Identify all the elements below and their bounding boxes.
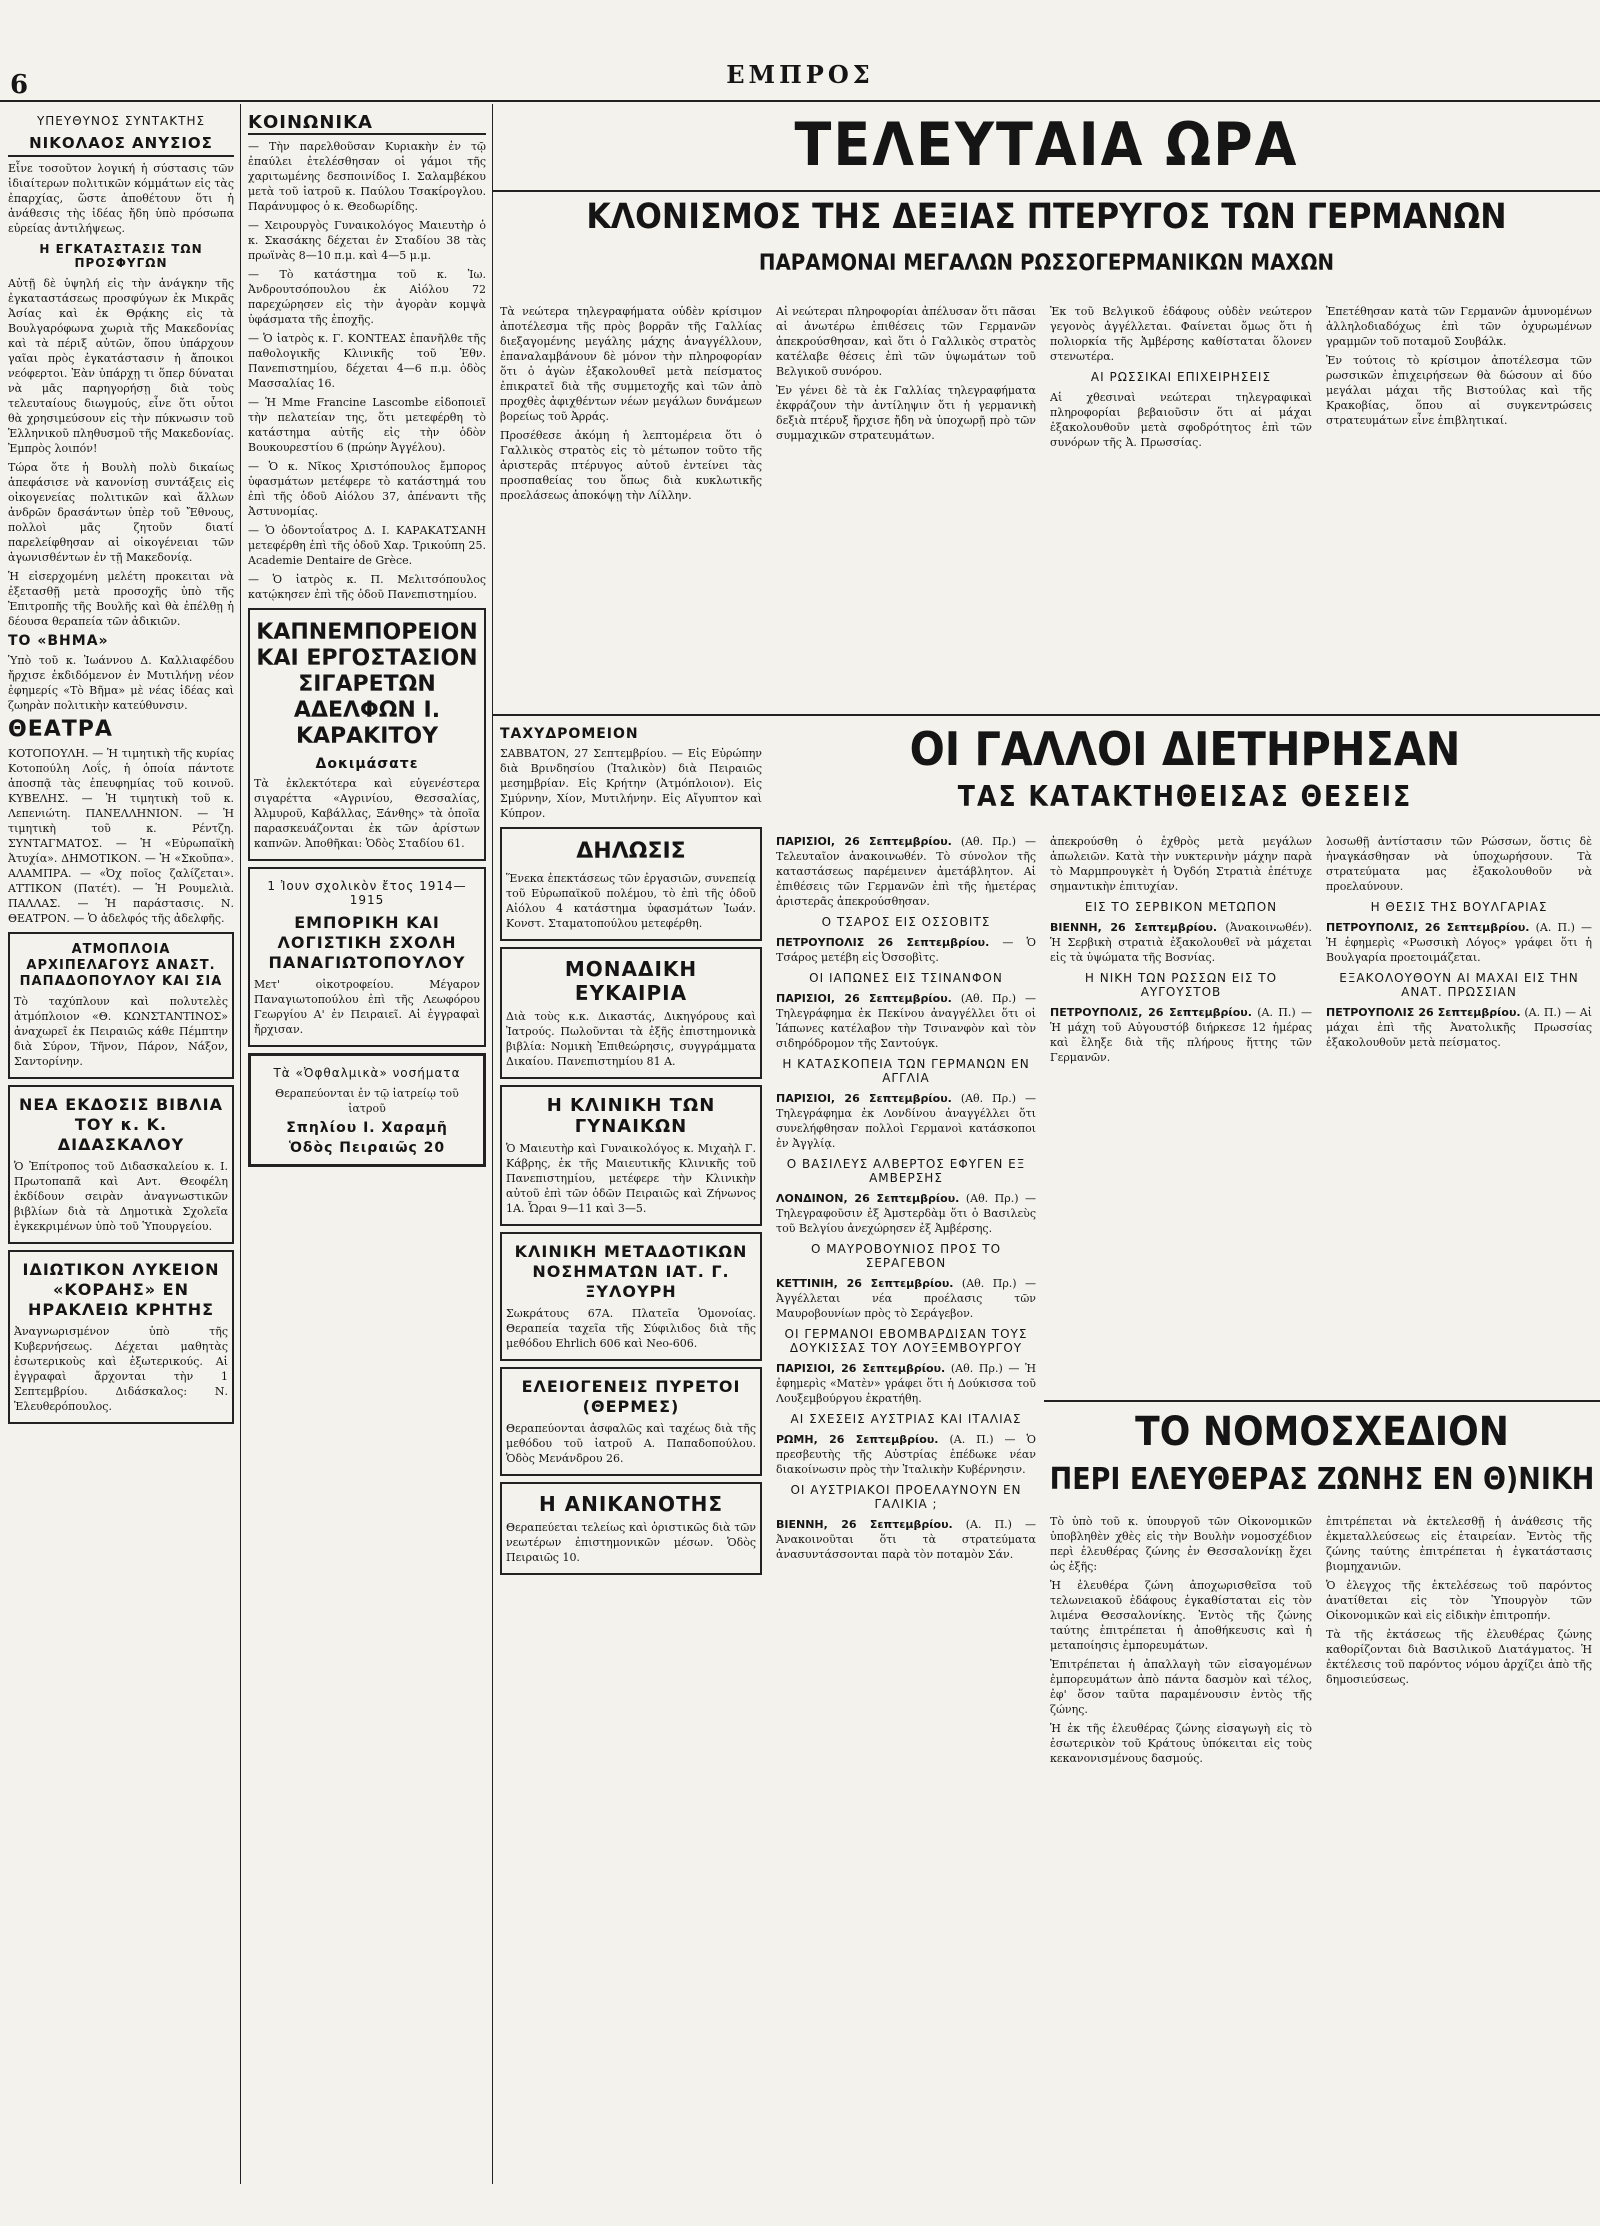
dispatch-dateline: ΠΑΡΙΣΙΟΙ, 26 Σεπτεμβρίου. xyxy=(776,835,952,848)
impotence-heading: Η ΑΝΙΚΑΝΟΤΗΣ xyxy=(538,1492,724,1516)
main-subhead: ΠΑΡΑΜΟΝΑΙ ΜΕΓΑΛΩΝ ΡΩΣΣΟΓΕΡΜΑΝΙΚΩΝ ΜΑΧΩΝ xyxy=(758,251,1335,276)
column-4 xyxy=(776,830,1036,2180)
dispatch-dateline: ΠΑΡΙΣΙΟΙ, 26 Σεπτεμβρίου. xyxy=(776,1092,952,1105)
dispatch xyxy=(776,935,1036,965)
dispatch-dateline: ΠΕΤΡΟΥΠΟΛΙΣ 26 Σεπτεμβρίου. xyxy=(776,936,990,949)
dispatch xyxy=(1050,920,1312,965)
ad-new-edition xyxy=(8,1085,234,1244)
paragraph: Ἐν τούτοις τὸ κρίσιμον ἀποτέλεσμα τῶν ρωσσικῶν ἐπιχειρήσεων θὰ δώσουν αἱ δύο μεγάλαι μάχαι τῆς Βιστούλας καὶ τῆς Κρακοβίας, ὅπου αἱ συγκεντρώσεις στρατευμάτων εἶνε ἐπιβλητικαί. xyxy=(1326,354,1592,427)
paragraph: Ἐκ τοῦ Βελγικοῦ ἐδάφους οὐδὲν νεώτερον γεγονὸς ἀγγέλλεται. Φαίνεται ὅμως ὅτι ἡ πολιορκία τῆς Ἀμβέρσης καθίσταται ὅλονεν στενωτέρα. xyxy=(1050,305,1312,363)
ad-title: ΚΑΠΝΕΜΠΟΡΕΙΟΝ ΚΑΙ ΕΡΓΟΣΤΑΣΙΟΝ ΣΙΓΑΡΕΤΩΝ ΑΔΕΛΦΩΝ Ι. ΚΑΡΑΚΙΤΟΥ xyxy=(256,620,478,749)
column-5-top xyxy=(1050,300,1312,708)
womens-clinic-heading: Η ΚΛΙΝΙΚΗ ΤΩΝ ΓΥΝΑΙΚΩΝ xyxy=(546,1095,716,1137)
womens-clinic-box xyxy=(500,1085,762,1226)
paragraph: Αἱ χθεσιναὶ νεώτεραι τηλεγραφικαὶ πληροφορίαι βεβαιοῦσιν ὅτι αἱ μάχαι ἐξακολουθοῦν μετὰ σφοδρότητος ἐπὶ τῶν συνόρων τῆς Ἀ. Πρωσσίας. xyxy=(1050,391,1312,449)
section-rule xyxy=(1044,1400,1600,1402)
fever-box xyxy=(500,1367,762,1476)
fever-text: Θεραπεύονται ἀσφαλῶς καὶ ταχέως διὰ τῆς μεθόδου τοῦ ἰατροῦ Α. Παπαδοπούλου. Ὁδὸς Μενάνδρου 26. xyxy=(506,1422,756,1465)
declaration-heading: ΔΗΛΩΣΙΣ xyxy=(576,839,686,864)
dispatch-text: (Αθ. Πρ.) — Ἀγγέλλεται νέα προέλασις τῶν Μαυροβουνίων πρὸς τὸ Σεράγεβον. xyxy=(776,1277,1036,1320)
paragraph: Εἶνε τοσοῦτον λογική ἡ σύστασις τῶν ἰδιαίτερων πολιτικῶν κόμμάτων εἰς τὰς ἐπαρχίας, ὥστε ἀποθέτουν ὅτι ἡ ἀνάθεσις τὴς ἰδέας ἤδη ὑπὸ πρόσωπα εὐρείας ἀντιλήψεως. xyxy=(8,162,234,235)
school-date: 1 Ἰουν σχολικὸν ἔτος 1914—1915 xyxy=(267,879,467,907)
bill-subtitle: ΠΕΡΙ ΕΛΕΥΘΕΡΑΣ ΖΩΝΗΣ ΕΝ Θ)ΝΙΚΗ xyxy=(1049,1462,1595,1497)
column-rule xyxy=(492,104,493,2184)
dispatch-dateline: ΠΕΤΡΟΥΠΟΛΙΣ, 26 Σεπτεμβρίου. xyxy=(1326,921,1530,934)
paragraph: Ὁ ἐλεγχος τῆς ἐκτελέσεως τοῦ παρόντος ἀνατίθεται εἰς τὸν Ὑπουργὸν τῶν Οἰκονομικῶν καὶ εἰς εἰδικὴν ἐπιτροπήν. xyxy=(1326,1579,1592,1622)
ad-text: Ὁ Ἐπίτροπος τοῦ Διδασκαλείου κ. Ι. Πρωτοπαπᾶ καὶ Αντ. Θεοφέλη ἐκδίδουν σειρὰν ἀναγνωστικῶν βιβλίων διὰ τὰ Δημοτικὰ Σχολεῖα ἐγκεκριμένων ὑπὸ τοῦ Ὑπουργείου. xyxy=(14,1160,228,1233)
dispatch xyxy=(776,1517,1036,1562)
ad-title: ΝΕΑ ΕΚΔΟΣΙΣ ΒΙΒΛΙΑ ΤΟΥ κ. Κ. ΔΙΔΑΣΚΑΛΟΥ xyxy=(18,1095,224,1154)
editor-name: ΝΙΚΟΛΑΟΣ ΑΝΥΣΙΟΣ xyxy=(8,134,234,157)
page-number: 6 xyxy=(10,70,29,100)
paragraph: ἀπεκρούσθη ὁ ἐχθρὸς μετὰ μεγάλων ἀπωλειῶν. Κατὰ τὴν νυκτερινὴν μάχην παρὰ τὸ Μαρμπρουγκὲτ ἡ Ὀγδόη Στρατιὰ ἐπέτυχε σημαντικὴν ἐπιτυχίαν. xyxy=(1050,835,1312,893)
dispatch-text: (Αθ. Πρ.) — Τηλεγραφοῦσιν ἐξ Ἀμστερδὰμ ὅτι ὁ Βασιλεὺς τοῦ Βελγίου ἀνεχώρησεν ἐξ Ἀμβέρσης. xyxy=(776,1192,1036,1235)
dispatch-text: (Α. Π.) — Ἀνακοινοῦται ὅτι τὰ στρατεύματα ἀνασυντάσσονται παρὰ τὸν ποταμὸν Σάν. xyxy=(776,1518,1036,1561)
paragraph: — Τὴν παρελθοῦσαν Κυριακὴν ἐν τῷ ἐπαύλει ἐτελέσθησαν οἱ γάμοι τῆς χαριτωμένης δεσποινίδος Ι. Σαλαμβέκου μετὰ τοῦ ἰατροῦ κ. Παύλου Τσακίρογλου. Παράνυμφος ὁ κ. Θεοδωρίδης. xyxy=(248,140,486,213)
dispatch-text: (Α. Π.) — Αἱ μάχαι ἐπὶ τῆς Ἀνατολικῆς Πρωσσίας ἐξακολουθοῦν μετὰ πείσματος. xyxy=(1326,1006,1592,1049)
declaration-box xyxy=(500,827,762,941)
ad-ophthalmology xyxy=(248,1053,486,1167)
subheading: ΟΙ ΙΑΠΩΝΕΣ ΕΙΣ ΤΣΙΝΑΝΦΟΝ xyxy=(809,971,1003,985)
column-6 xyxy=(1326,830,1592,1390)
dispatch-text: (Αθ. Πρ.) — Ἡ ἐφημερὶς «Ματὲν» γράφει ὅτι ἡ Δούκισσα τοῦ Λουξεμβούργου ἐκρατήθη. xyxy=(776,1362,1036,1405)
subheading: ΕΞΑΚΟΛΟΥΘΟΥΝ ΑΙ ΜΑΧΑΙ ΕΙΣ ΤΗΝ ΑΝΑΤ. ΠΡΩΣΣΙΑΝ xyxy=(1339,971,1579,999)
dispatch-text: (Αθ. Πρ.) — Τηλεγράφημα ἐκ Πεκίνου ἀναγγέλλει ὅτι οἱ Ἰάπωνες κατέλαβον τὴν Τσινανφὸν καὶ τὸν σιδηρόδρομον τῆς Σαντούγκ. xyxy=(776,992,1036,1050)
paragraph: λοσωθῇ ἀντίστασιν τῶν Ρώσσων, ὅστις δὲ ἠναγκάσθησαν νὰ ὑποχωρήσουν. Τὰ στρατεύματα μας ἐξακολουθοῦν νὰ προελαύνουν. xyxy=(1326,835,1592,893)
dispatch-dateline: ΛΟΝΔΙΝΟΝ, 26 Σεπτεμβρίου. xyxy=(776,1192,960,1205)
dispatch xyxy=(776,1191,1036,1236)
dispatch-dateline: ΡΩΜΗ, 26 Σεπτεμβρίου. xyxy=(776,1433,939,1446)
paragraph: ΣΑΒΒΑΤΟΝ, 27 Σεπτεμβρίου. — Εἰς Εὐρώπην διὰ Βρινδησίου (Ἰταλικὸν) διὰ Πειραιῶς μεσημβρίαν. Εἰς Κρήτην (Ἀτμόπλοιον). Εἰς Σμύρνην, Χίον, Μυτιλήνην. Εἰς Αἴγυπτον καὶ Κύπρον. xyxy=(500,747,762,820)
venereal-clinic-heading: ΚΛΙΝΙΚΗ ΜΕΤΑΔΟΤΙΚΩΝ ΝΟΣΗΜΑΤΩΝ ΙΑΤ. Γ. ΞΥΛΟΥΡΗ xyxy=(514,1242,748,1301)
ad-text: Ἀναγνωρισμένον ὑπὸ τῆς Κυβερνήσεως. Δέχεται μαθητὰς ἐσωτερικοὺς καὶ ἐξωτερικούς. Αἱ ἐγγραφαὶ ἄρχονται τὴν 1 Σεπτεμβρίου. Διδάσκαλος: Ν. Ἐλευθερόπουλος. xyxy=(14,1325,228,1413)
womens-clinic-text: Ὁ Μαιευτὴρ καὶ Γυναικολόγος κ. Μιχαὴλ Γ. Κάβρης, ἐκ τῆς Μαιευτικῆς Κλινικῆς τοῦ Πανεπιστημίου, μετέφερε τὴν Κλινικὴν αὐτοῦ ἐπὶ τῶν ὁδῶν Πειραιῶς καὶ Ζήνωνος 1Α. Ὧραι 9—11 καὶ 3—5. xyxy=(506,1142,756,1215)
opportunity-text: Διὰ τοὺς κ.κ. Δικαστάς, Δικηγόρους καὶ Ἰατρούς. Πωλοῦνται τὰ ἐξῆς ἐπιστημονικὰ βιβλία: Νομικὴ Ἐπιθεώρησις, συγγράμματα Δικαίου. Πανεπιστημίου 81 Α. xyxy=(506,1010,756,1068)
dispatch-text: (Αθ. Πρ.) — Τηλεγράφημα ἐκ Λονδίνου ἀναγγέλλει ὅτι συνελήφθησαν πολλοὶ Γερμανοὶ κατάσκοποι ἐν Ἀγγλίᾳ. xyxy=(776,1092,1036,1150)
optician-text: Θεραπεύονται ἐν τῷ ἰατρείῳ τοῦ ἰατροῦ xyxy=(275,1087,459,1115)
paragraph: Ἡ εἰσερχομένη μελέτη προκειται νὰ ἐξετασθῇ μετὰ προσοχῆς ὑπὸ τῆς Ἐπιτροπῆς τῆς Βουλῆς καὶ θὰ ἐπέλθῃ ἡ δέουσα θεραπεία τῶν ἀδικιῶν. xyxy=(8,570,234,628)
subheading: ΑΙ ΡΩΣΣΙΚΑΙ ΕΠΙΧΕΙΡΗΣΕΙΣ xyxy=(1090,370,1272,384)
ad-subtitle: Δοκιμάσατε xyxy=(315,756,419,772)
bill-title: ΤΟ ΝΟΜΟΣΧΕΔΙΟΝ xyxy=(1135,1409,1509,1455)
dispatch-text: (Α. Π.) — Ἡ ἐφημερὶς «Ρωσσικὴ Λόγος» γράφει ὅτι ἡ Βουλγαρία προετοιμάζεται. xyxy=(1326,921,1592,964)
paper-name: ΕΜΠΡΟΣ xyxy=(726,60,874,89)
dispatch xyxy=(776,834,1036,909)
venereal-clinic-text: Σωκράτους 67Α. Πλατεῖα Ὁμονοίας. Θεραπεία ταχεῖα τῆς Σύφιλιδος διὰ τῆς μεθόδου Ehrlich 606 καὶ Neo-606. xyxy=(506,1307,756,1350)
subheading: Ο ΜΑΥΡΟΒΟΥΝΙΟΣ ΠΡΟΣ ΤΟ ΣΕΡΑΓΕΒΟΝ xyxy=(810,1242,1002,1270)
ad-lyceum xyxy=(8,1250,234,1424)
banner-last-hour: ΤΕΛΕΥΤΑΙΑ ΩΡΑ xyxy=(794,110,1299,180)
paragraph: Τὰ τῆς ἐκτάσεως τῆς ἐλευθέρας ζώνης καθορίζονται διὰ Βασιλικοῦ Διατάγματος. Ἡ ἐκτέλεσις τοῦ παρόντος νόμου ἀρχίζει ἀπὸ τῆς δημοσιεύσεως. xyxy=(1326,1628,1592,1686)
dispatch xyxy=(776,991,1036,1051)
column-5 xyxy=(1050,830,1312,1390)
subheading: Ο ΒΑΣΙΛΕΥΣ ΑΛΒΕΡΤΟΣ ΕΦΥΓΕΝ ΕΞ ΑΜΒΕΡΣΗΣ xyxy=(786,1157,1026,1185)
subheading: Ο ΤΣΑΡΟΣ ΕΙΣ ΟΣΣΟΒΙΤΣ xyxy=(821,915,991,929)
dispatch xyxy=(1326,1005,1592,1050)
dispatch-text: (Α. Π.) — Ὁ πρεσβευτὴς τῆς Αὐστρίας ἐπέδωκε νέαν διακοίνωσιν πρὸς τὴν Ἰταλικὴν Κυβέρνησιν. xyxy=(776,1433,1036,1476)
subheading: ΑΙ ΣΧΕΣΕΙΣ ΑΥΣΤΡΙΑΣ ΚΑΙ ΙΤΑΛΙΑΣ xyxy=(790,1412,1022,1426)
column-4-top xyxy=(776,300,1036,708)
dispatch xyxy=(776,1361,1036,1406)
optician-title: Τὰ «Ὀφθαλμικὰ» νοσήματα xyxy=(273,1066,461,1080)
ad-title: ΙΔΙΩΤΙΚΟΝ ΛΥΚΕΙΟΝ «ΚΟΡΑΗΣ» ΕΝ ΗΡΑΚΛΕΙΩ ΚΡΗΤΗΣ xyxy=(22,1260,220,1319)
paragraph: — Ἡ Mme Francine Lascombe εἰδοποιεῖ τὴν πελατείαν της, ὅτι μετεφέρθη τὸ κατάστημα αὐτῆς εἰς τὴν ὁδὸν Βουκουρεστίου 6 (πρώην Ἀγγέλου). xyxy=(248,396,486,454)
optician-name: Σπηλίου Ι. Χαραμῆ xyxy=(286,1120,448,1136)
dispatch-dateline: ΠΑΡΙΣΙΟΙ, 26 Σεπτεμβρίου. xyxy=(776,1362,946,1375)
column-3-top xyxy=(500,300,762,708)
impotence-box xyxy=(500,1482,762,1575)
subheading: Η ΚΑΤΑΣΚΟΠΕΙΑ ΤΩΝ ΓΕΡΜΑΝΩΝ ΕΝ ΑΓΓΛΙΑ xyxy=(782,1057,1030,1085)
paragraph: ἐπιτρέπεται νὰ ἐκτελεσθῇ ἡ ἀνάθεσις τῆς ἐκμεταλλεύσεως εἰς ἑταιρείαν. Ἐντὸς τῆς ζώνης ταύτης ἐπιτρέπεται ἡ ἐγκατάστασις βιομηχανιῶν. xyxy=(1326,1515,1592,1573)
french-headline: ΟΙ ΓΑΛΛΟΙ ΔΙΕΤΗΡΗΣΑΝ xyxy=(909,722,1461,776)
venereal-clinic-box xyxy=(500,1232,762,1361)
paragraph: Ἐν γένει δὲ τὰ ἐκ Γαλλίας τηλεγραφήματα ἐκφράζουν τὴν ἀντίληψιν ὅτι ἡ γερμανικὴ δεξιὰ πτέρυξ ἤρχισε ἤδη νὰ ὑποχωρῇ πρὸ τῶν συμμαχικῶν στρατευμάτων. xyxy=(776,384,1036,442)
column-3 xyxy=(500,722,762,2182)
dispatch-dateline: ΒΙΕΝΝΗ, 26 Σεπτεμβρίου. xyxy=(1050,921,1218,934)
paragraph: Τὰ νεώτερα τηλεγραφήματα οὐδὲν κρίσιμον ἀποτέλεσμα τῆς πρὸς βορρᾶν τῆς Γαλλίας διεξαγομένης μεγάλης μάχης ἀναγγέλλουν, ἐπαναλαμβάνουν δὲ μόνον τὴν πληροφορίαν ὅτι ὁ ἀγὼν ἐξακολουθεῖ μετὰ πείσματος ἐπικρατεῖ διὰ τῆς συμμετοχῆς καὶ τῶν ἀπὸ προχθὲς ἀφιχθέντων νέων μεγάλων δυνάμεων βορείως τοῦ Ἀρράς. xyxy=(500,305,762,423)
paragraph: Προσέθεσε ἀκόμη ἡ λεπτομέρεια ὅτι ὁ Γαλλικὸς στρατὸς εἰς τὸ μέτωπον τοῦτο τῆς ἀριστερᾶς πτέρυγος αὐτοῦ ἐντείνει τὰς προσπαθείας του ὅπως διὰ κυκλωτικῆς προελάσεως ἀποκόψῃ τὴν Λίλλην. xyxy=(500,429,762,502)
ad-title: ΑΤΜΟΠΛΟΙΑ ΑΡΧΙΠΕΛΑΓΟΥΣ ΑΝΑΣΤ. ΠΑΠΑΔΟΠΟΥΛΟΥ ΚΑΙ ΣΙΑ xyxy=(19,942,223,989)
paragraph: Αὐτῇ δὲ ὑψηλή εἰς τὴν ἀνάγκην τῆς ἐγκαταστάσεως προσφύγων ἐκ Μικρᾶς Ἀσίας καὶ ἐκ Θρᾴκης εἰς τὰ Βουλγαρόφωνα χωριὰ τῆς Μακεδονίας καὶ τὰ πέριξ αὐτῶν, ὅπου ὑπάρχουν γαῖαι πρὸς ἐγκατάστασιν ἡ ἄποικοι νεόφερτοι. Ἐὰν ὑπάρχῃ τι ὅπερ δύναται νὰ μᾶς παρηγορήσῃ διὰ τοὺς τελευταίους διωγμούς, εἶνε ὅτι οὗτοι θὰ χρησιμεύσουν εἰς τὴν πύκνωσιν τοῦ Ἑλληνικοῦ πληθυσμοῦ τῆς Μακεδονίας. Ἐμπρὸς λοιπόν! xyxy=(8,277,234,455)
opportunity-heading: ΜΟΝΑΔΙΚΗ ΕΥΚΑΙΡΙΑ xyxy=(564,957,698,1005)
bill-column-right xyxy=(1326,1510,1592,2180)
paragraph: — Τὸ κατάστημα τοῦ κ. Ἰω. Ἀνδρουτσόπουλου ἐκ Αἰόλου 72 παρεχώρησεν εἰς τὴν ἀγορὰν κομψὰ ὑφάσματα τῆς ἐποχῆς. xyxy=(248,268,486,326)
theatre-listings: ΚΟΤΟΠΟΥΛΗ. — Ἡ τιμητικὴ τῆς κυρίας Κοτοπούλη Λοΐς, ἡ ὁποία πάντοτε ἀποσπᾷ τὰς ἐπευφημίας τοῦ κοινοῦ. ΚΥΒΕΛΗΣ. — Ἡ τιμητικὴ τοῦ κ. Λεπενιώτη. ΠΑΝΕΛΛΗΝΙΟΝ. — Ἡ τιμητικὴ τοῦ κ. Ρέντζη. ΣΥΝΤΑΓΜΑΤΟΣ. — Ἡ «Εὐρωπαϊκὴ Ἀτυχία». ΔΗΜΟΤΙΚΟΝ. — Ἡ «Σκοῦπα». ΑΛΑΜΠΡΑ. — «Ὀχ ποῖος ζαλίζεται». ΑΤΤΙΚΟΝ (Πατέτ). — Ἡ Ρουμελιὰ. ΠΑΛΛΑΣ. — Ἡ παράστασις. Ν. ΘΕΑΤΡΟΝ. — Ὁ ἀδελφός τῆς ἀδελφῆς. xyxy=(8,747,234,925)
dispatch-dateline: ΒΙΕΝΝΗ, 26 Σεπτεμβρίου. xyxy=(776,1518,953,1531)
masthead-rule xyxy=(0,100,1600,102)
theatre-heading: ΘΕΑΤΡΑ xyxy=(8,717,113,742)
ad-tobacco xyxy=(248,608,486,861)
paragraph: — Ὁ ὀδοντοΐατρος Δ. Ι. ΚΑΡΑΚΑΤΣΑΝΗ μετεφέρθη ἐπὶ τῆς ὁδοῦ Χαρ. Τρικούπη 25. Academie Dentaire de Grèce. xyxy=(248,524,486,567)
paragraph: Ἡ ἐκ τῆς ἐλευθέρας ζώνης εἰσαγωγὴ εἰς τὸ ἐσωτερικὸν τοῦ Κράτους ὑπόκειται εἰς τοὺς κεκανονισμένους δασμούς. xyxy=(1050,1722,1312,1765)
subheading: Η ΘΕΣΙΣ ΤΗΣ ΒΟΥΛΓΑΡΙΑΣ xyxy=(1370,900,1548,914)
ad-text: Τὸ ταχύπλουν καὶ πολυτελὲς ἀτμόπλοιον «Θ. ΚΩΝΣΤΑΝΤΙΝΟΣ» ἀναχωρεῖ ἐκ Πειραιῶς κάθε Πέμπτην διὰ Σύρον, Τῆνον, Πάρον, Νάξον, Σαντορίνην. xyxy=(14,995,228,1068)
social-heading: ΚΟΙΝΩΝΙΚΑ xyxy=(248,112,486,135)
paragraph: Ἡ ἐλευθέρα ζώνη ἀποχωρισθεῖσα τοῦ τελωνειακοῦ ἐδάφους ἐγκαθίσταται εἰς τὸν λιμένα Θεσσαλονίκης. Ἐντὸς τῆς ζώνης ταύτης ἐπιτρέπεται ἡ ἀποθήκευσις καὶ ἡ μεταποίησις ἐμπορευμάτων. xyxy=(1050,1579,1312,1652)
subheading: ΕΙΣ ΤΟ ΣΕΡΒΙΚΟΝ ΜΕΤΩΠΟΝ xyxy=(1084,900,1278,914)
paragraph: — Ὁ κ. Νῖκος Χριστόπουλος ἔμπορος ὑφασμάτων μετέφερε τὸ κατάστημά του ἐπὶ τῆς ὁδοῦ Αἰόλου 37, ἀπέναντι τῆς Ἀστυνομίας. xyxy=(248,460,486,518)
dispatch-dateline: ΠΑΡΙΣΙΟΙ, 26 Σεπτεμβρίου. xyxy=(776,992,952,1005)
dispatch-text: (Αθ. Πρ.) — Τελευταῖον ἀνακοινωθέν. Τὸ σύνολον τῆς καταστάσεως παρέμεινεν ἀμετάβλητον. Αἱ ἐπιθέσεις τῶν Γερμανῶν ἐπὶ τῆς ἡμετέρας ἀριστερᾶς ἀπεκρούσθησαν. xyxy=(776,835,1036,908)
declaration-text: Ἕνεκα ἐπεκτάσεως τῶν ἐργασιῶν, συνεπείᾳ τοῦ Εὐρωπαϊκοῦ πολέμου, τὸ ἐπὶ τῆς ὁδοῦ Αἰόλου 4 κατάστημα ὑφασμάτων Ἰωάν. Κονστ. Σταματοπούλου μετεφέρθη. xyxy=(506,872,756,930)
dispatch-dateline: ΚΕΤΤΙΝΙΗ, 26 Σεπτεμβρίου. xyxy=(776,1277,954,1290)
paragraph: — Ὁ ἰατρὸς κ. Π. Μελιτσόπουλος κατῴκησεν ἐπὶ τῆς ὁδοῦ Πανεπιστημίου. xyxy=(248,573,486,601)
ad-commercial-school xyxy=(248,867,486,1047)
editor-label: ΥΠΕΥΘΥΝΟΣ ΣΥΝΤΑΚΤΗΣ xyxy=(36,114,206,128)
dispatch xyxy=(1326,920,1592,965)
dispatch xyxy=(776,1276,1036,1321)
optician-address: Ὁδὸς Πειραιῶς 20 xyxy=(288,1140,446,1156)
section-rule xyxy=(493,714,1600,716)
school-text: Μετ' οἰκοτροφείου. Μέγαρον Παναγιωτοπούλου ἐπὶ τῆς Λεωφόρου Γεωργίου Α' ἐν Πειραιεῖ. Αἱ ἐγγραφαὶ ἤρχισαν. xyxy=(254,978,480,1036)
school-title: ΕΜΠΟΡΙΚΗ ΚΑΙ ΛΟΓΙΣΤΙΚΗ ΣΧΟΛΗ ΠΑΝΑΓΙΩΤΟΠΟΥΛΟΥ xyxy=(268,913,466,972)
subheading: Η ΕΓΚΑΤΑΣΤΑΣΙΣ ΤΩΝ ΠΡΟΣΦΥΓΩΝ xyxy=(39,242,203,270)
vima-heading: ΤΟ «ΒΗΜΑ» xyxy=(8,633,109,649)
paragraph: Αἱ νεώτεραι πληροφορίαι ἀπέλυσαν ὅτι πᾶσαι αἱ ἀνωτέρω ἐπιθέσεις τῶν Γερμανῶν ἀπεκρούσθησαν, καὶ ὅτι ὁ Γαλλικὸς στρατὸς κατέλαβε θέσεις ἐπὶ τῶν ὑψωμάτων τοῦ Βελγικοῦ συνόρου. xyxy=(776,305,1036,378)
paragraph: — Ὁ ἰατρὸς κ. Γ. ΚΟΝΤΕΑΣ ἐπανῆλθε τῆς παθολογικῆς Κλινικῆς τοῦ Ἐθν. Πανεπιστημίου, δέχεται 4—6 π.μ. ὁδὸς Μασσαλίας 16. xyxy=(248,332,486,390)
impotence-text: Θεραπεύεται τελείως καὶ ὁριστικῶς διὰ τῶν νεωτέρων ἐπιστημονικῶν μέσων. Ὁδὸς Πειραιῶς 10. xyxy=(506,1521,756,1564)
ad-steamship xyxy=(8,932,234,1079)
paragraph: Ὑπὸ τοῦ κ. Ἰωάννου Δ. Καλλιαφέδου ἤρχισε ἐκδιδόμενον ἐν Μυτιλήνῃ νέον ἐφημερίς «Τὸ Βῆμα» μὲ νέας ἰδέας καὶ ζωηρὰν πολιτικὴν κατεύθυνσιν. xyxy=(8,654,234,712)
fever-heading: ΕΛΕΙΟΓΕΝΕΙΣ ΠΥΡΕΤΟΙ (ΘΕΡΜΕΣ) xyxy=(521,1377,741,1416)
french-subhead: ΤΑΣ ΚΑΤΑΚΤΗΘΕΙΣΑΣ ΘΕΣΕΙΣ xyxy=(957,780,1413,813)
subheading: ΟΙ ΑΥΣΤΡΙΑΚΟΙ ΠΡΟΕΛΑΥΝΟΥΝ ΕΝ ΓΑΛΙΚΙΑ ; xyxy=(790,1483,1022,1511)
column-2 xyxy=(248,108,486,2188)
dispatch xyxy=(776,1091,1036,1151)
opportunity-box xyxy=(500,947,762,1079)
column-rule xyxy=(240,104,241,2184)
dispatch-dateline: ΠΕΤΡΟΥΠΟΛΙΣ, 26 Σεπτεμβρίου. xyxy=(1050,1006,1252,1019)
paragraph: — Χειρουργὸς Γυναικολόγος Μαιευτὴρ ὁ κ. Σκασάκης δέχεται ἐν Σταδίου 38 τὰς πρωϊνὰς 8—10 π.μ. καὶ 4—5 μ.μ. xyxy=(248,219,486,262)
column-1 xyxy=(8,108,234,2188)
paragraph: Τώρα ὅτε ἡ Βουλὴ πολὺ δικαίως ἀπεφάσισε νὰ κανονίσῃ συντάξεις εἰς οἰκογενείας πολιτικῶν καὶ ἄλλων ἀνδρῶν δρασάντων ὑπὲρ τοῦ Ἔθνους, πολλοὶ μᾶς ζητοῦν διατί παρελείφθησαν αἱ οἰκογένειαι τῶν ἀγωνισθέντων ἐν τῇ Μακεδονίᾳ. xyxy=(8,461,234,564)
dispatch-text: — Ὁ Τσάρος μετέβη εἰς Ὀσσοβὶτς. xyxy=(776,936,1036,964)
column-6-top xyxy=(1326,300,1592,708)
paragraph: Ἐπιτρέπεται ἡ ἀπαλλαγὴ τῶν εἰσαγομένων ἐμπορευμάτων ἀπὸ πάντα δασμὸν καὶ τέλος, ἐφ' ὅσον ταῦτα παραμένουσιν ἐντὸς τῆς ζώνης. xyxy=(1050,1658,1312,1716)
subheading: Η ΝΙΚΗ ΤΩΝ ΡΩΣΣΩΝ ΕΙΣ ΤΟ ΑΥΓΟΥΣΤΟΒ xyxy=(1084,971,1278,999)
ad-text: Τὰ ἐκλεκτότερα καὶ εὐγενέστερα σιγαρέττα «Αγρινίου, Θεσσαλίας, Ἀλμυροῦ, Καβάλλας, Ξάνθης» τὰ ὁποῖα παρασκευάζονται ἐκ τῶν ἀρίστων καπνῶν. Ἀποθῆκαι: Ὁδὸς Σταδίου 61. xyxy=(254,777,480,850)
paragraph: Τὸ ὑπὸ τοῦ κ. ὑπουργοῦ τῶν Οἰκονομικῶν ὑποβληθὲν χθὲς εἰς τὴν Βουλὴν νομοσχέδιον περὶ ἐλευθέρας ζώνης ἐν Θεσσαλονίκῃ ἔχει ὡς ἑξῆς: xyxy=(1050,1515,1312,1573)
paragraph: Ἐπετέθησαν κατὰ τῶν Γερμανῶν ἁμυνομένων ἀλληλοδιαδόχως ἐπὶ τῶν ὀχυρωμένων γραμμῶν τοῦ ποταμοῦ Σουβάλκ. xyxy=(1326,305,1592,348)
post-office-heading: ΤΑΧΥΔΡΟΜΕΙΟΝ xyxy=(500,726,639,742)
dispatch-text: (Ἀνακοινωθέν). Ἡ Σερβικὴ στρατιὰ ἐξακολουθεῖ νὰ μάχεται εἰς τὰ ὑψώματα τῆς Βοσνίας. xyxy=(1050,921,1312,964)
dispatch-text: (Α. Π.) — Ἡ μάχη τοῦ Αὐγουστόβ διήρκεσε 12 ἡμέρας καὶ ἔληξε διὰ τῆς πλήρους ἥττης τῶν Γερμανῶν. xyxy=(1050,1006,1312,1064)
dispatch xyxy=(776,1432,1036,1477)
bill-column-left xyxy=(1050,1510,1312,2180)
dispatch-dateline: ΠΕΤΡΟΥΠΟΛΙΣ 26 Σεπτεμβρίου. xyxy=(1326,1006,1521,1019)
dispatch xyxy=(1050,1005,1312,1065)
subheading: ΟΙ ΓΕΡΜΑΝΟΙ ΕΒΟΜΒΑΡΔΙΣΑΝ ΤΟΥΣ ΔΟΥΚΙΣΣΑΣ ΤΟΥ ΛΟΥΞΕΜΒΟΥΡΓΟΥ xyxy=(784,1327,1028,1355)
main-headline: ΚΛΟΝΙΣΜΟΣ ΤΗΣ ΔΕΞΙΑΣ ΠΤΕΡΥΓΟΣ ΤΩΝ ΓΕΡΜΑΝΩΝ xyxy=(493,190,1600,238)
